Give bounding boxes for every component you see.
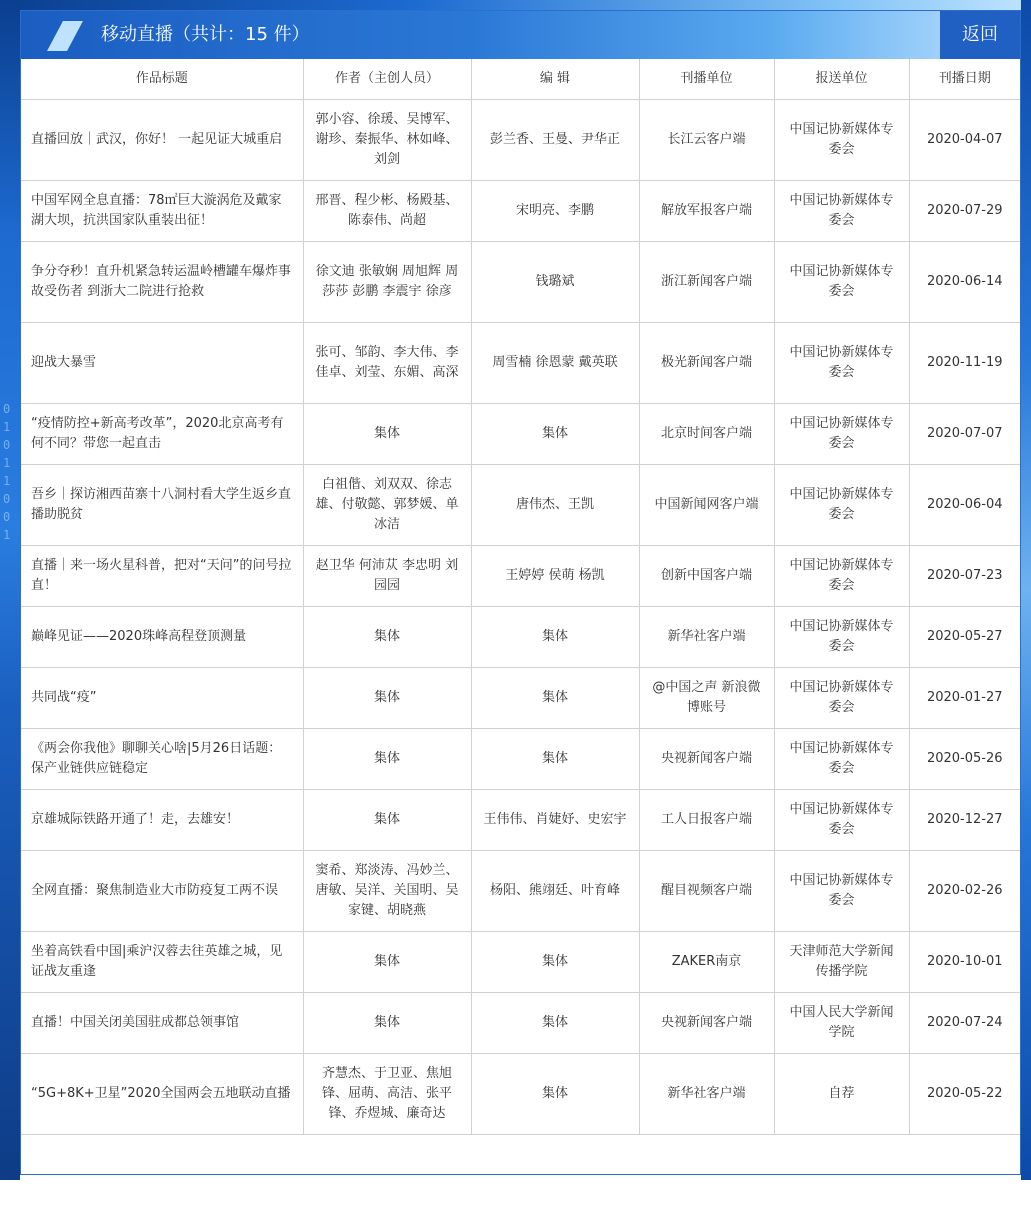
page-title: 移动直播（共计：15 件）	[101, 24, 310, 45]
work-title[interactable]: 吾乡｜探访湘西苗寨十八洞村看大学生返乡直播助脱贫	[21, 465, 303, 546]
header-logo-icon	[47, 21, 83, 51]
table-row	[21, 790, 1020, 851]
work-title[interactable]: 直播｜来一场火星科普，把对“天问”的问号拉直！	[21, 546, 303, 607]
work-title[interactable]: 坐着高铁看中国|乘沪汉蓉去往英雄之城，见证战友重逢	[21, 932, 303, 993]
work-editors: 集体	[471, 729, 639, 790]
table-row	[21, 607, 1020, 668]
works-panel	[20, 10, 1021, 1175]
column-header-authors: 作者（主创人员）	[303, 59, 471, 100]
work-title[interactable]: “疫情防控+新高考改革”，2020北京高考有何不同？带您一起直击	[21, 404, 303, 465]
work-date: 2020-05-26	[909, 729, 1020, 790]
work-authors: 邢晋、程少彬、杨殿基、陈泰伟、尚超	[303, 181, 471, 242]
work-title[interactable]: 迎战大暴雪	[21, 323, 303, 404]
column-header-submitter: 报送单位	[774, 59, 909, 100]
work-submitter: 中国记协新媒体专委会	[774, 790, 909, 851]
work-date: 2020-07-29	[909, 181, 1020, 242]
work-title[interactable]: 巅峰见证——2020珠峰高程登顶测量	[21, 607, 303, 668]
works-table	[21, 59, 1020, 1135]
work-authors: 集体	[303, 790, 471, 851]
work-submitter: 自荐	[774, 1054, 909, 1135]
work-date: 2020-06-04	[909, 465, 1020, 546]
work-title[interactable]: 争分夺秒！直升机紧急转运温岭槽罐车爆炸事故受伤者 到浙大二院进行抢救	[21, 242, 303, 323]
table-header-row	[21, 59, 1020, 100]
work-title[interactable]: 全网直播：聚焦制造业大市防疫复工两不误	[21, 851, 303, 932]
top-decoration-strip	[0, 0, 1031, 10]
work-date: 2020-01-27	[909, 668, 1020, 729]
work-authors: 赵卫华 何沛苁 李忠明 刘园园	[303, 546, 471, 607]
work-publisher: 醒目视频客户端	[639, 851, 774, 932]
work-editors: 集体	[471, 404, 639, 465]
column-header-title: 作品标题	[21, 59, 303, 100]
work-submitter: 中国记协新媒体专委会	[774, 323, 909, 404]
work-publisher: 解放军报客户端	[639, 181, 774, 242]
table-row	[21, 851, 1020, 932]
table-row	[21, 465, 1020, 546]
work-date: 2020-04-07	[909, 100, 1020, 181]
back-button[interactable]: 返回	[940, 11, 1020, 59]
table-row	[21, 100, 1020, 181]
work-publisher: 新华社客户端	[639, 607, 774, 668]
work-editors: 集体	[471, 607, 639, 668]
work-submitter: 中国记协新媒体专委会	[774, 851, 909, 932]
work-authors: 集体	[303, 932, 471, 993]
work-submitter: 天津师范大学新闻传播学院	[774, 932, 909, 993]
table-row	[21, 546, 1020, 607]
work-editors: 集体	[471, 993, 639, 1054]
work-publisher: 工人日报客户端	[639, 790, 774, 851]
work-date: 2020-02-26	[909, 851, 1020, 932]
work-editors: 唐伟杰、王凯	[471, 465, 639, 546]
work-title[interactable]: 共同战“疫”	[21, 668, 303, 729]
work-editors: 集体	[471, 932, 639, 993]
table-row	[21, 932, 1020, 993]
work-editors: 宋明亮、李鹏	[471, 181, 639, 242]
work-date: 2020-11-19	[909, 323, 1020, 404]
table-row	[21, 323, 1020, 404]
work-publisher: 北京时间客户端	[639, 404, 774, 465]
work-publisher: 央视新闻客户端	[639, 993, 774, 1054]
table-row	[21, 404, 1020, 465]
work-authors: 郭小容、徐瑗、吴博军、谢珍、秦振华、林如峰、刘剑	[303, 100, 471, 181]
work-title[interactable]: 直播回放｜武汉，你好！ 一起见证大城重启	[21, 100, 303, 181]
table-row	[21, 729, 1020, 790]
binary-digits-decoration: 01011001	[3, 402, 11, 542]
work-publisher: ZAKER南京	[639, 932, 774, 993]
work-publisher: 长江云客户端	[639, 100, 774, 181]
work-editors: 周雪楠 徐恩蒙 戴英联	[471, 323, 639, 404]
work-editors: 王伟伟、肖婕妤、史宏宇	[471, 790, 639, 851]
work-submitter: 中国记协新媒体专委会	[774, 100, 909, 181]
work-publisher: 极光新闻客户端	[639, 323, 774, 404]
work-date: 2020-12-27	[909, 790, 1020, 851]
column-header-date: 刊播日期	[909, 59, 1020, 100]
work-submitter: 中国记协新媒体专委会	[774, 729, 909, 790]
work-authors: 集体	[303, 607, 471, 668]
work-submitter: 中国记协新媒体专委会	[774, 181, 909, 242]
work-editors: 钱璐斌	[471, 242, 639, 323]
work-authors: 集体	[303, 729, 471, 790]
work-editors: 王婷婷 侯萌 杨凯	[471, 546, 639, 607]
work-editors: 集体	[471, 1054, 639, 1135]
table-row	[21, 993, 1020, 1054]
work-date: 2020-10-01	[909, 932, 1020, 993]
work-submitter: 中国记协新媒体专委会	[774, 546, 909, 607]
work-submitter: 中国人民大学新闻学院	[774, 993, 909, 1054]
work-publisher: 浙江新闻客户端	[639, 242, 774, 323]
table-row	[21, 242, 1020, 323]
work-title[interactable]: 中国军网全息直播：78㎡巨大漩涡危及戴家湖大坝，抗洪国家队重装出征！	[21, 181, 303, 242]
table-row	[21, 668, 1020, 729]
work-date: 2020-06-14	[909, 242, 1020, 323]
work-authors: 齐慧杰、于卫亚、焦旭锋、屈萌、高洁、张平锋、乔煜城、廉奇达	[303, 1054, 471, 1135]
work-authors: 集体	[303, 993, 471, 1054]
right-decoration-strip	[1021, 0, 1031, 1180]
work-publisher: 央视新闻客户端	[639, 729, 774, 790]
work-authors: 徐文迪 张敏娴 周旭辉 周莎莎 彭鹏 李震宇 徐彦	[303, 242, 471, 323]
work-date: 2020-05-27	[909, 607, 1020, 668]
work-date: 2020-07-24	[909, 993, 1020, 1054]
work-title[interactable]: 《两会你我他》聊聊关心啥|5月26日话题：保产业链供应链稳定	[21, 729, 303, 790]
work-submitter: 中国记协新媒体专委会	[774, 465, 909, 546]
work-editors: 集体	[471, 668, 639, 729]
work-title[interactable]: 直播！中国关闭美国驻成都总领事馆	[21, 993, 303, 1054]
work-publisher: 创新中国客户端	[639, 546, 774, 607]
work-editors: 杨阳、熊翊廷、叶育峰	[471, 851, 639, 932]
work-authors: 白祖偕、刘双双、徐志雄、付敬懿、郭梦媛、单冰洁	[303, 465, 471, 546]
work-submitter: 中国记协新媒体专委会	[774, 242, 909, 323]
work-date: 2020-05-22	[909, 1054, 1020, 1135]
left-decoration-strip	[0, 0, 20, 1180]
work-date: 2020-07-23	[909, 546, 1020, 607]
work-publisher: @中国之声 新浪微博账号	[639, 668, 774, 729]
work-date: 2020-07-07	[909, 404, 1020, 465]
panel-header	[21, 11, 1020, 59]
work-submitter: 中国记协新媒体专委会	[774, 668, 909, 729]
work-submitter: 中国记协新媒体专委会	[774, 607, 909, 668]
work-editors: 彭兰香、王曼、尹华正	[471, 100, 639, 181]
column-header-publisher: 刊播单位	[639, 59, 774, 100]
work-publisher: 中国新闻网客户端	[639, 465, 774, 546]
work-authors: 集体	[303, 668, 471, 729]
table-row	[21, 181, 1020, 242]
column-header-editors: 编 辑	[471, 59, 639, 100]
work-submitter: 中国记协新媒体专委会	[774, 404, 909, 465]
work-authors: 张可、邹韵、李大伟、李佳卓、刘莹、东媚、高深	[303, 323, 471, 404]
work-title[interactable]: 京雄城际铁路开通了！走，去雄安！	[21, 790, 303, 851]
work-publisher: 新华社客户端	[639, 1054, 774, 1135]
work-authors: 集体	[303, 404, 471, 465]
work-title[interactable]: “5G+8K+卫星”2020全国两会五地联动直播	[21, 1054, 303, 1135]
table-row	[21, 1054, 1020, 1135]
work-authors: 窦希、郑淡涛、冯妙兰、唐敏、吴洋、关国明、吴家键、胡晓燕	[303, 851, 471, 932]
